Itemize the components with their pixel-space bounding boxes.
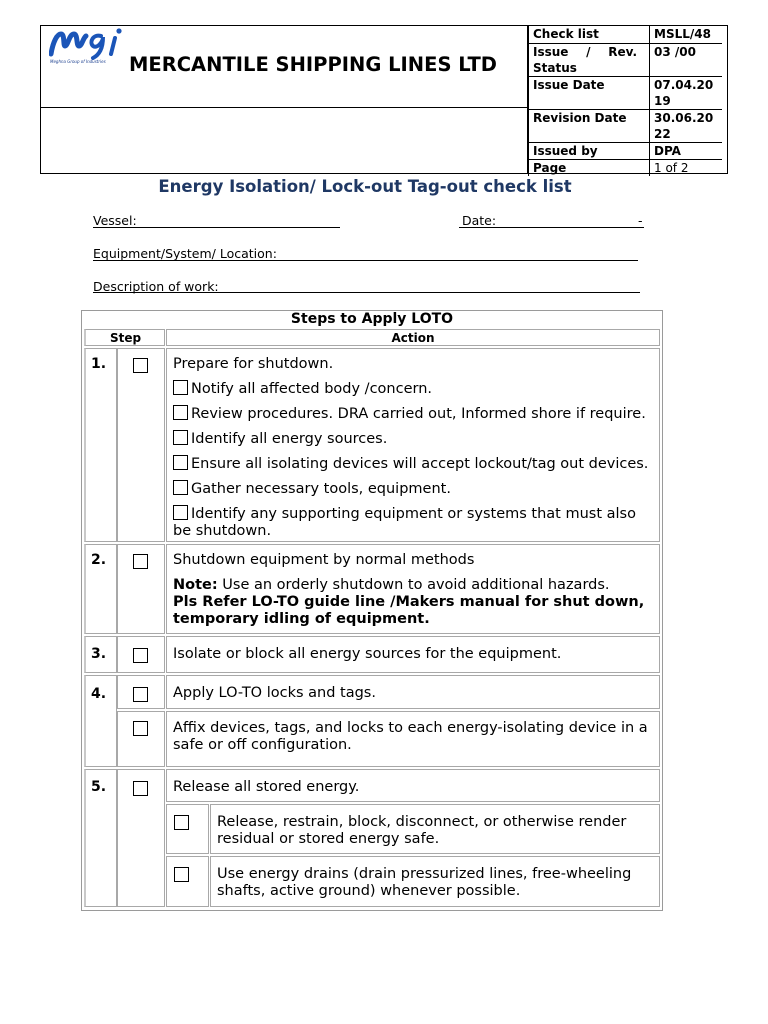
- meta-label: Revision Date: [529, 109, 650, 142]
- step-number: 5.: [91, 779, 107, 795]
- logo-subtext: Meghna Group of Industries: [50, 59, 106, 64]
- col-step-label: Step: [109, 331, 142, 345]
- item-text: Identify all energy sources.: [191, 431, 388, 447]
- page-title: Energy Isolation/ Lock-out Tag-out check list: [158, 177, 572, 196]
- step-check-cell: [117, 769, 165, 907]
- checklist-item: [173, 405, 653, 423]
- step-number-cell: [84, 675, 117, 767]
- meta-label: Issue / Rev. Status: [529, 43, 650, 76]
- meta-value: MSLL/48: [650, 26, 723, 43]
- item-checkbox[interactable]: [173, 380, 188, 395]
- sub-action-text: Use energy drains (drain pressurized lines, free-wheeling shafts, active ground) whenever possible.: [217, 866, 632, 899]
- step-check-cell: [117, 544, 165, 634]
- meta-label: Issue Date: [529, 76, 650, 109]
- meta-row: [529, 142, 723, 159]
- step-check-cell: [117, 711, 165, 767]
- col-step-header: [84, 329, 165, 346]
- vessel-field[interactable]: [93, 227, 340, 228]
- col-action-label: Action: [391, 331, 435, 345]
- sub-checkbox[interactable]: [174, 815, 189, 830]
- meta-label: Issued by: [529, 142, 650, 159]
- step-1-checkbox[interactable]: [133, 358, 148, 373]
- step-reference: Pls Refer LO-TO guide line /Makers manual for shut down, temporary idling of equipment.: [173, 594, 645, 627]
- step-number-cell: [84, 636, 117, 673]
- step-action-cell: [166, 544, 660, 634]
- step-subaction: Affix devices, tags, and locks to each energy-isolating device in a safe or off configuration.: [173, 720, 648, 753]
- step-check-cell: [117, 636, 165, 673]
- item-text: Review procedures. DRA carried out, Informed shore if require.: [191, 406, 646, 422]
- step-action-content: [173, 552, 653, 628]
- company-name: MERCANTILE SHIPPING LINES LTD: [129, 53, 497, 76]
- step-action-cell: [166, 348, 660, 542]
- step-number: 4.: [91, 686, 107, 702]
- step-action-cell: [166, 769, 660, 802]
- checklist-item: [173, 505, 653, 540]
- step-heading: Apply LO-TO locks and tags.: [173, 685, 376, 701]
- meta-value: 1 of 2: [650, 159, 723, 176]
- logo-cell: [41, 26, 528, 108]
- section-title-row: [82, 311, 662, 330]
- step-action-content: [173, 356, 653, 540]
- step-number-cell: [84, 769, 117, 907]
- sub-checkbox[interactable]: [174, 867, 189, 882]
- meta-value: 03 /00: [650, 43, 723, 76]
- item-text: Notify all affected body /concern.: [191, 381, 432, 397]
- step-4-sub-checkbox[interactable]: [133, 721, 148, 736]
- step-number: 2.: [91, 552, 107, 568]
- meta-label: Page: [529, 159, 650, 176]
- step-number-cell: [84, 544, 117, 634]
- item-text: Gather necessary tools, equipment.: [191, 481, 451, 497]
- meta-row: [529, 76, 723, 109]
- step-5-checkbox[interactable]: [133, 781, 148, 796]
- meta-value: 30.06.2022: [650, 109, 723, 142]
- sub-action-cell: [210, 804, 660, 854]
- description-field[interactable]: [93, 292, 640, 293]
- item-checkbox[interactable]: [173, 430, 188, 445]
- step-number: 3.: [91, 646, 107, 662]
- sub-action-text: Release, restrain, block, disconnect, or otherwise render residual or stored energy safe.: [217, 814, 627, 847]
- description-label: Description of work:: [93, 279, 219, 294]
- date-label: Date:: [462, 213, 497, 228]
- step-action-cell: [166, 675, 660, 709]
- date-dash: -: [638, 213, 643, 228]
- meta-row: [529, 159, 723, 176]
- col-action-header: [166, 329, 660, 346]
- mgi-logo: [49, 28, 131, 62]
- checklist-item: [173, 380, 653, 398]
- item-checkbox[interactable]: [173, 480, 188, 495]
- note-text: Use an orderly shutdown to avoid additional hazards.: [217, 577, 610, 593]
- step-number-cell: [84, 348, 117, 542]
- vessel-label: Vessel:: [93, 213, 137, 228]
- step-note: [173, 577, 653, 594]
- step-number: 1.: [91, 356, 107, 372]
- item-text: Identify any supporting equipment or systems that must also be shutdown.: [173, 506, 636, 539]
- checklist-item: [173, 430, 653, 448]
- meta-row: [529, 26, 723, 43]
- section-title: Steps to Apply LOTO: [290, 311, 454, 327]
- step-heading: Release all stored energy.: [173, 779, 360, 795]
- sub-check-cell: [166, 804, 209, 854]
- step-2-checkbox[interactable]: [133, 554, 148, 569]
- meta-value: 07.04.2019: [650, 76, 723, 109]
- checklist-item: [173, 480, 653, 498]
- step-action-cell: [166, 711, 660, 767]
- step-heading: Shutdown equipment by normal methods: [173, 552, 475, 568]
- step-check-cell: [117, 675, 165, 709]
- step-action-cell: [166, 636, 660, 673]
- date-field[interactable]: [459, 227, 644, 228]
- step-3-checkbox[interactable]: [133, 648, 148, 663]
- item-checkbox[interactable]: [173, 505, 188, 520]
- meta-label: Check list: [529, 26, 650, 43]
- meta-value: DPA: [650, 142, 723, 159]
- item-checkbox[interactable]: [173, 405, 188, 420]
- document-header: [40, 25, 728, 174]
- meta-row: [529, 43, 723, 76]
- step-heading: Isolate or block all energy sources for the equipment.: [173, 646, 562, 662]
- item-text: Ensure all isolating devices will accept lockout/tag out devices.: [191, 456, 649, 472]
- checklist-item: [173, 455, 653, 473]
- sub-action-cell: [210, 856, 660, 907]
- document-meta-table: [528, 26, 722, 176]
- note-label: Note:: [173, 577, 218, 593]
- blank-cell: [41, 108, 528, 174]
- loto-steps-table: [81, 310, 663, 911]
- meta-row: [529, 109, 723, 142]
- step-4-checkbox[interactable]: [133, 687, 148, 702]
- equipment-field[interactable]: [93, 260, 638, 261]
- step-heading: Prepare for shutdown.: [173, 356, 334, 372]
- item-checkbox[interactable]: [173, 455, 188, 470]
- sub-check-cell: [166, 856, 209, 907]
- step-check-cell: [117, 348, 165, 542]
- equipment-label: Equipment/System/ Location:: [93, 246, 277, 261]
